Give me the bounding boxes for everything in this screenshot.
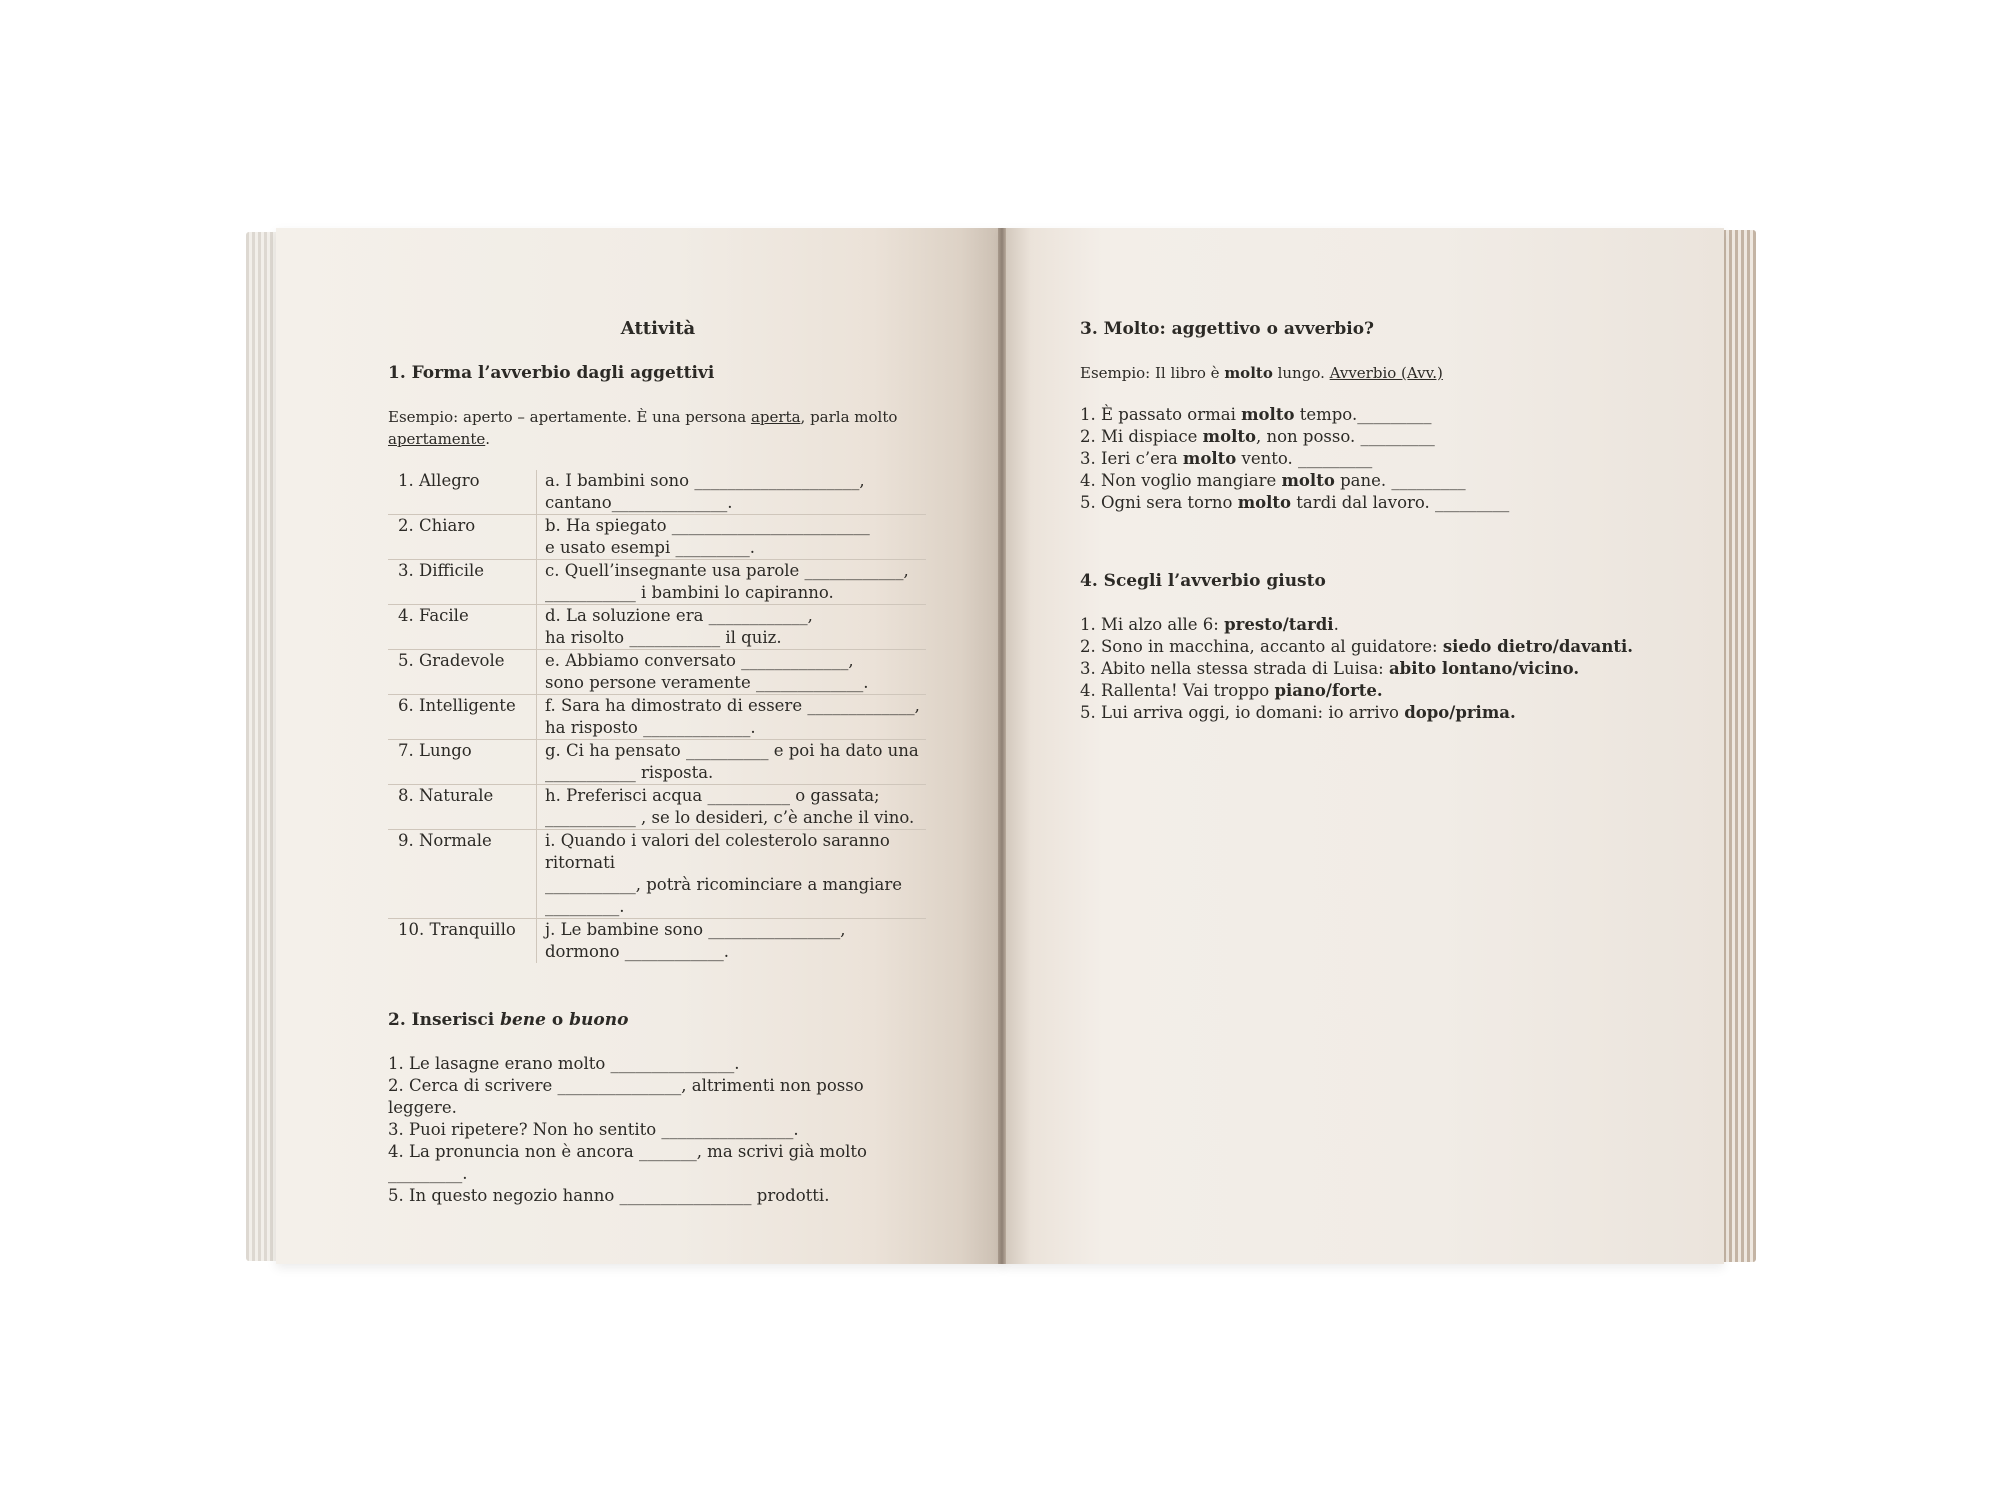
- list-item: 5. In questo negozio hanno ________________ prodotti.: [388, 1186, 830, 1205]
- sentence-line: j. Le bambine sono ________________,: [545, 920, 846, 939]
- sentence-line: dormono ____________.: [545, 942, 730, 961]
- left-page-content: [388, 318, 928, 1207]
- item-bold: molto: [1241, 405, 1295, 424]
- sentence-line: ___________ risposta.: [545, 763, 714, 782]
- page-title: Attività: [620, 318, 696, 339]
- exercise-3: [1080, 318, 1640, 514]
- sentence-line: e. Abbiamo conversato _____________,: [545, 651, 854, 670]
- list-item: [1080, 404, 1640, 426]
- sentence-line: c. Quell’insegnante usa parole ____________,: [545, 561, 909, 580]
- adjective-cell: 3. Difficile: [388, 560, 537, 605]
- sentence-line: e usato esempi _________.: [545, 538, 755, 557]
- list-item: 3. Puoi ripetere? Non ho sentito ________________.: [388, 1120, 799, 1139]
- table-row: [388, 605, 926, 650]
- example-text: Esempio: aperto – apertamente. È una persona: [388, 408, 751, 426]
- sentence-line: _________.: [545, 897, 625, 916]
- sentence-cell: [537, 560, 927, 605]
- exercise-3-example: [1080, 362, 1640, 384]
- item-text: 4. Non voglio mangiare: [1080, 471, 1282, 490]
- exercise-1-table: [388, 470, 926, 963]
- exercise-2-heading: [388, 1009, 928, 1031]
- adjective-cell: 1. Allegro: [388, 470, 537, 515]
- list-item: [1080, 448, 1640, 470]
- item-bold: molto: [1202, 427, 1256, 446]
- exercise-1-heading: 1. Forma l’avverbio dagli aggettivi: [388, 363, 715, 383]
- adjective-cell: 5. Gradevole: [388, 650, 537, 695]
- example-text: .: [485, 430, 491, 448]
- sentence-line: ha risolto ___________ il quiz.: [545, 628, 782, 647]
- adjective-cell: 2. Chiaro: [388, 515, 537, 560]
- exercise-1-example: [388, 406, 928, 450]
- list-item: 4. La pronuncia non è ancora _______, ma scrivi già molto _________.: [388, 1142, 867, 1183]
- left-page: [276, 228, 1004, 1264]
- left-page-edges: [246, 232, 280, 1261]
- example-underlined-adjective: aperta: [750, 408, 801, 426]
- example-underlined-adverb: apertamente: [388, 430, 486, 448]
- sentence-line: ha risposto _____________.: [545, 718, 756, 737]
- book-spine: [998, 228, 1006, 1264]
- item-bold: molto: [1182, 449, 1237, 468]
- list-item: [1080, 470, 1640, 492]
- list-item: 2. Cerca di scrivere _______________, altrimenti non posso leggere.: [388, 1076, 864, 1117]
- sentence-line: h. Preferisci acqua __________ o gassata;: [545, 786, 880, 805]
- sentence-line: sono persone veramente _____________.: [545, 673, 869, 692]
- sentence-cell: [537, 919, 927, 964]
- item-text: tardi dal lavoro. _________: [1291, 493, 1510, 512]
- sentence-line: i. Quando i valori del colesterolo saranno ritornati: [545, 831, 890, 872]
- list-item: [1080, 426, 1640, 448]
- sentence-cell: [537, 650, 927, 695]
- sentence-line: d. La soluzione era ____________,: [545, 606, 813, 625]
- list-item: 1. Le lasagne erano molto _______________.: [388, 1054, 740, 1073]
- exercise-4: [1080, 570, 1640, 724]
- list-item: [1080, 680, 1640, 702]
- adjective-cell: 8. Naturale: [388, 785, 537, 830]
- list-item: [1080, 702, 1640, 724]
- item-text: tempo._________: [1294, 405, 1432, 424]
- exercise-3-list: [1080, 404, 1640, 514]
- sentence-cell: [537, 740, 927, 785]
- right-page: [1002, 228, 1724, 1264]
- list-item: [1080, 614, 1640, 636]
- exercise-4-heading: 4. Scegli l’avverbio giusto: [1080, 571, 1326, 591]
- item-text: 1. Mi alzo alle 6:: [1080, 615, 1225, 634]
- item-bold: presto/tardi: [1224, 615, 1334, 634]
- list-item: [1080, 492, 1640, 514]
- table-row: [388, 785, 926, 830]
- heading-italic-buono: buono: [569, 1010, 629, 1030]
- table-row: [388, 470, 926, 515]
- item-bold: piano/forte.: [1274, 681, 1383, 700]
- example-underlined-answer: Avverbio (Avv.): [1329, 364, 1443, 382]
- heading-italic-bene: bene: [500, 1010, 546, 1030]
- sentence-line: ___________ , se lo desideri, c’è anche il vino.: [545, 808, 915, 827]
- table-row: [388, 560, 926, 605]
- table-row: [388, 650, 926, 695]
- item-text: 3. Abito nella stessa strada di Luisa:: [1080, 659, 1389, 678]
- adjective-cell: 6. Intelligente: [388, 695, 537, 740]
- table-row: [388, 740, 926, 785]
- adjective-cell: 7. Lungo: [388, 740, 537, 785]
- list-item: [1080, 636, 1640, 658]
- sentence-line: b. Ha spiegato ________________________: [545, 516, 870, 535]
- example-text: lungo.: [1272, 364, 1330, 382]
- table-row: [388, 515, 926, 560]
- adjective-cell: 10. Tranquillo: [388, 919, 537, 964]
- item-bold: dopo/prima.: [1404, 703, 1516, 722]
- example-bold-word: molto: [1224, 364, 1273, 382]
- sentence-cell: [537, 470, 927, 515]
- table-row: [388, 919, 926, 964]
- sentence-cell: [537, 605, 927, 650]
- item-bold: siedo dietro/davanti.: [1442, 637, 1633, 656]
- sentence-line: ___________, potrà ricominciare a mangiare: [545, 875, 902, 894]
- adjective-cell: 9. Normale: [388, 830, 537, 919]
- exercise-2: [388, 1009, 928, 1207]
- item-text: .: [1333, 615, 1339, 634]
- sentence-line: a. I bambini sono ____________________,: [545, 471, 865, 490]
- heading-text: 2. Inserisci: [388, 1010, 501, 1030]
- item-text: 5. Ogni sera torno: [1080, 493, 1238, 512]
- sentence-cell: [537, 830, 927, 919]
- item-bold: molto: [1281, 471, 1335, 490]
- item-text: vento. _________: [1236, 449, 1373, 468]
- item-text: 3. Ieri c’era: [1080, 449, 1183, 468]
- adjective-cell: 4. Facile: [388, 605, 537, 650]
- table-row: [388, 830, 926, 919]
- exercise-4-list: [1080, 614, 1640, 724]
- sentence-cell: [537, 785, 927, 830]
- heading-text: o: [545, 1010, 570, 1030]
- item-text: 2. Mi dispiace: [1080, 427, 1203, 446]
- item-text: 5. Lui arriva oggi, io domani: io arrivo: [1080, 703, 1405, 722]
- sentence-line: f. Sara ha dimostrato di essere _____________,: [545, 696, 920, 715]
- example-text: Esempio: Il libro è: [1080, 364, 1225, 382]
- item-text: 2. Sono in macchina, accanto al guidatore:: [1080, 637, 1443, 656]
- sentence-line: g. Ci ha pensato __________ e poi ha dato una: [545, 741, 919, 760]
- sentence-cell: [537, 695, 927, 740]
- sentence-cell: [537, 515, 927, 560]
- right-page-content: [1080, 318, 1640, 780]
- item-bold: abito lontano/vicino.: [1388, 659, 1580, 678]
- item-bold: molto: [1237, 493, 1292, 512]
- item-text: 4. Rallenta! Vai troppo: [1080, 681, 1275, 700]
- item-text: 1. È passato ormai: [1080, 405, 1242, 424]
- example-text: , parla molto: [800, 408, 898, 426]
- exercise-3-heading: 3. Molto: aggettivo o avverbio?: [1080, 319, 1375, 339]
- list-item: [1080, 658, 1640, 680]
- item-text: pane. _________: [1334, 471, 1466, 490]
- sentence-line: ___________ i bambini lo capiranno.: [545, 583, 834, 602]
- exercise-2-list: [388, 1053, 928, 1207]
- item-text: , non posso. _________: [1256, 427, 1435, 446]
- sentence-line: cantano______________.: [545, 493, 733, 512]
- right-page-edges: [1720, 230, 1756, 1262]
- table-row: [388, 695, 926, 740]
